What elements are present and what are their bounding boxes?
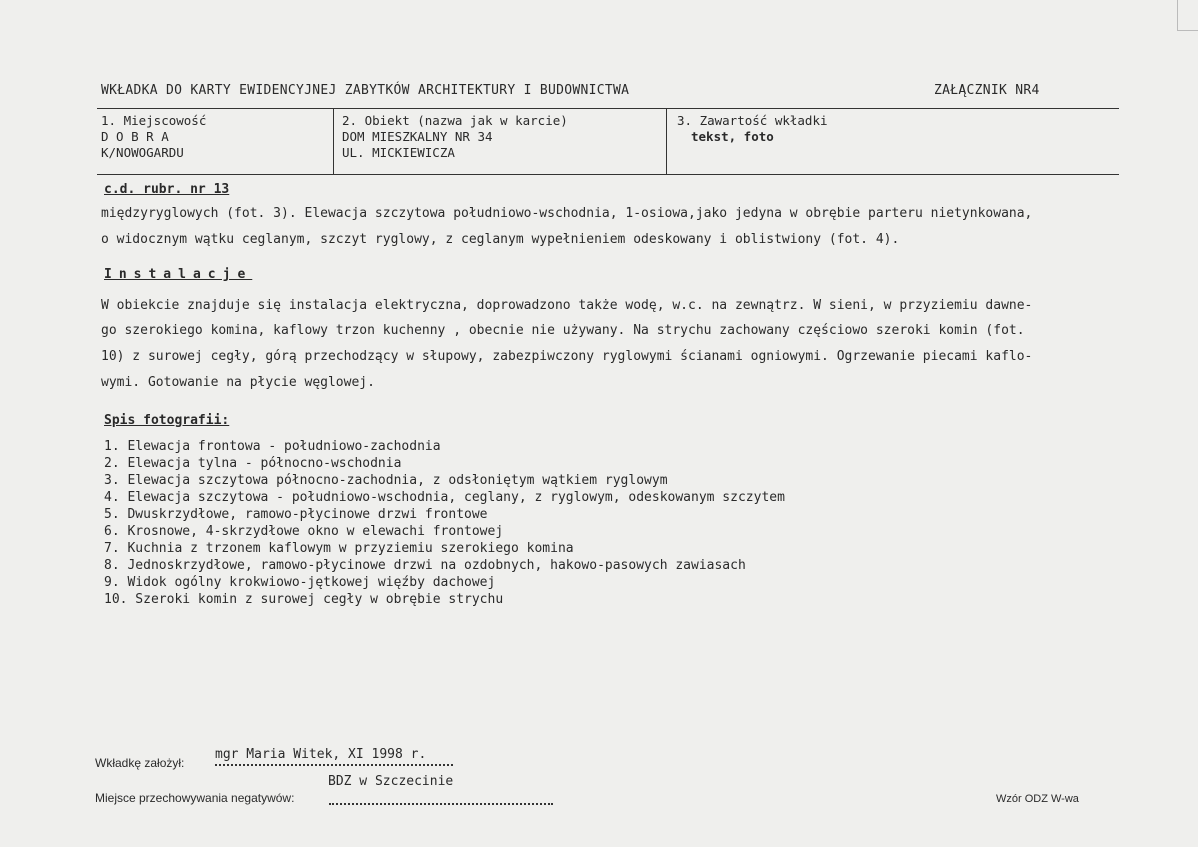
field-contents [677, 113, 828, 145]
photos-heading: Spis fotografii: [104, 413, 230, 428]
installations-line-1: W obiekcie znajduje się instalacja elektryczna, doprowadzono także wodę, w.c. na zewnątrz. W sieni, w przyziemiu dawne- [101, 298, 1033, 313]
author-value [215, 747, 453, 766]
office-name: BDZ w Szczecinie [328, 774, 454, 789]
field-locality-sub: K/NOWOGARDU [101, 145, 184, 160]
photo-item: 2. Elewacja tylna - północno-wschodnia [104, 456, 402, 471]
photo-item: 7. Kuchnia z trzonem kaflowym w przyziemiu szerokiego komina [104, 541, 574, 556]
header-bottom-rule [97, 174, 1119, 175]
field-object-street: UL. MICKIEWICZA [342, 145, 455, 160]
field-object-name: DOM MIESZKALNY NR 34 [342, 129, 493, 144]
field-contents-label: 3. Zawartość wkładki [677, 113, 828, 128]
field-locality-label: 1. Miejscowość [101, 113, 207, 128]
document-title: WKŁADKA DO KARTY EWIDENCYJNEJ ZABYTKÓW ARCHITEKTURY I BUDOWNICTWA [101, 83, 630, 98]
storage-dots [329, 793, 553, 805]
field-locality-name: D O B R A [101, 129, 169, 144]
field-object-label: 2. Obiekt (nazwa jak w karcie) [342, 113, 568, 128]
photo-item: 10. Szeroki komin z surowej cegły w obrębie strychu [104, 592, 504, 607]
photo-item: 8. Jednoskrzydłowe, ramowo-płycinowe drzwi na ozdobnych, hakowo-pasowych zawiasach [104, 558, 746, 573]
continuation-heading: c.d. rubr. nr 13 [104, 182, 230, 197]
photo-item: 6. Krosnowe, 4-skrzydłowe okno w elewachi frontowej [104, 524, 504, 539]
field-contents-value: tekst, foto [691, 129, 774, 144]
photo-item: 3. Elewacja szczytowa północno-zachodnia, z odsłoniętym wątkiem ryglowym [104, 473, 668, 488]
annex-number: ZAŁĄCZNIK NR4 [934, 83, 1040, 98]
form-code: Wzór ODZ W-wa [996, 793, 1079, 805]
photo-item: 1. Elewacja frontowa - południowo-zachodnia [104, 439, 441, 454]
photo-item: 4. Elewacja szczytowa - południowo-wschodnia, ceglany, z ryglowym, odeskowanym szczytem [104, 490, 785, 505]
field-locality [101, 113, 206, 161]
photo-item: 5. Dwuskrzydłowe, ramowo-płycinowe drzwi frontowe [104, 507, 488, 522]
field-object [342, 113, 568, 161]
field-divider-1 [333, 109, 334, 174]
header-top-rule [97, 108, 1119, 109]
installations-line-2: go szerokiego komina, kaflowy trzon kuchenny , obecnie nie używany. Na strychu zachowany częściowo szeroki komin (fot. [101, 323, 1025, 338]
author-label: Wkładkę założył: [95, 756, 185, 770]
corner-mark [1177, 0, 1198, 31]
author-dotted-line: mgr Maria Witek, XI 1998 r. [215, 747, 453, 766]
photos-list [104, 438, 785, 608]
photo-item: 9. Widok ogólny krokwiowo-jętkowej więźby dachowej [104, 575, 496, 590]
installations-line-3: 10) z surowej cegły, górą przechodzący w słupowy, zabezpiwczony ryglowymi ścianami ogniowymi. Ogrzewanie piecami kaflo- [101, 349, 1033, 364]
continuation-line-1: międzyryglowych (fot. 3). Elewacja szczytowa południowo-wschodnia, 1-osiowa,jako jedyna w obrębie parteru nietynkowana, [101, 206, 1033, 221]
installations-heading: Instalacje [104, 267, 253, 282]
field-divider-2 [666, 109, 667, 174]
storage-label: Miejsce przechowywania negatywów: [95, 791, 295, 805]
storage-dotted-line [329, 790, 553, 802]
continuation-line-2: o widocznym wątku ceglanym, szczyt ryglowy, z ceglanym wypełnieniem odeskowany i oblistwiony (fot. 4). [101, 232, 900, 247]
installations-line-4: wymi. Gotowanie na płycie węglowej. [101, 375, 375, 390]
